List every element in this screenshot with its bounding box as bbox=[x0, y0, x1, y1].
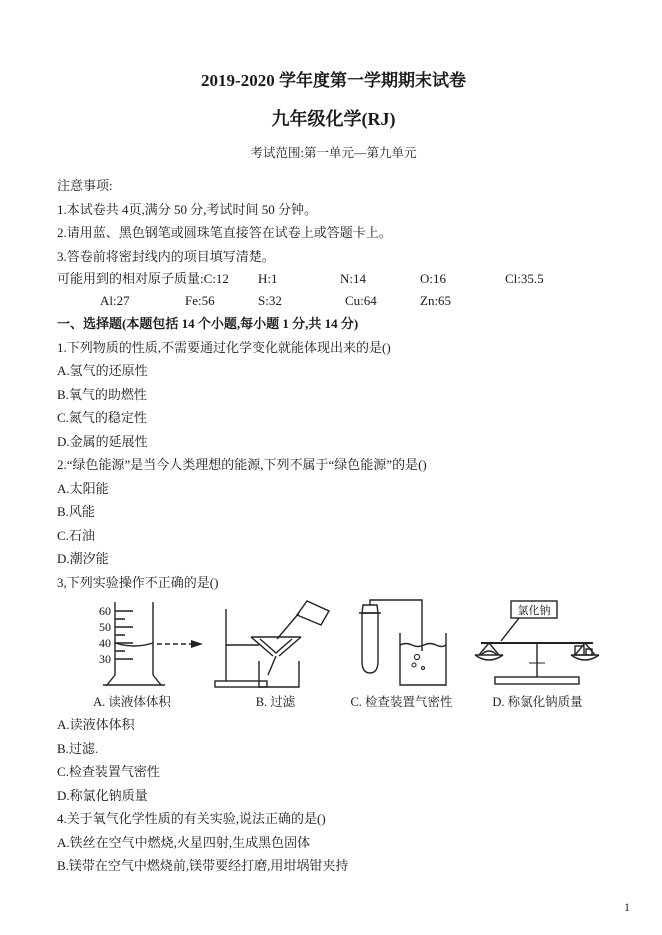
atomic-mass-cell: S:32 bbox=[258, 293, 282, 308]
option-item: A.太阳能 bbox=[57, 480, 109, 496]
atomic-mass-cell: Zn:65 bbox=[420, 293, 452, 308]
filtration-illustration bbox=[213, 599, 338, 691]
option-item: B.镁带在空气中燃烧前,镁带要经打磨,用坩埚钳夹持 bbox=[57, 858, 349, 873]
graduated-cylinder-illustration bbox=[57, 599, 207, 691]
question-4 bbox=[57, 807, 610, 878]
exam-scope: 考试范围:第一单元—第九单元 bbox=[250, 146, 417, 160]
atomic-mass-cell: Fe:56 bbox=[185, 293, 215, 308]
figure-c bbox=[344, 599, 459, 711]
notice-heading: 注意事项: bbox=[57, 178, 113, 193]
option-item: C.石油 bbox=[57, 527, 95, 543]
notice-block bbox=[57, 174, 610, 268]
gas-tightness-outline bbox=[359, 600, 446, 685]
atomic-mass-row-1 bbox=[57, 268, 610, 290]
page-number: 1 bbox=[624, 900, 630, 914]
cylinder-scale-mark: 40 bbox=[99, 636, 111, 650]
question-1 bbox=[57, 336, 610, 454]
figure-caption-b: B. 过滤 bbox=[255, 695, 296, 709]
notice-item-3: 3.答卷前将密封线内的项目填写清楚。 bbox=[57, 248, 275, 264]
question-2 bbox=[57, 453, 610, 571]
question-stem: 1.下列物质的性质,不需要通过化学变化就能体现出来的是() bbox=[57, 339, 391, 355]
option-item: A.读液体体积 bbox=[57, 717, 135, 732]
balance-illustration bbox=[465, 599, 610, 691]
option-item: C.检查装置气密性 bbox=[57, 764, 160, 779]
cylinder-scale-mark: 50 bbox=[99, 620, 111, 634]
bubbles bbox=[412, 654, 425, 669]
filtration-outline bbox=[215, 601, 329, 687]
exam-subject: 九年级化学(RJ) bbox=[271, 109, 396, 129]
option-item: B.氧气的助燃性 bbox=[57, 386, 147, 402]
option-item: B.风能 bbox=[57, 504, 95, 519]
figure-b bbox=[213, 599, 338, 711]
question-stem: 3,下列实验操作不正确的是() bbox=[57, 574, 219, 590]
figure-d bbox=[465, 599, 610, 711]
option-item: D.金属的延展性 bbox=[57, 433, 148, 449]
atomic-mass-cell: H:1 bbox=[258, 271, 278, 286]
notice-item-2: 2.请用蓝、黑色钢笔或圆珠笔直接答在试卷上或答题卡上。 bbox=[57, 225, 392, 240]
question-3 bbox=[57, 571, 610, 808]
question-stem: 4.关于氧气化学性质的有关实验,说法正确的是() bbox=[57, 811, 326, 826]
figure-caption-a: A. 读液体体积 bbox=[93, 695, 171, 709]
figure-caption-d: D. 称氯化钠质量 bbox=[492, 695, 583, 709]
option-item: B.过滤. bbox=[57, 740, 99, 756]
option-item: D.称氯化钠质量 bbox=[57, 787, 148, 803]
atomic-mass-cell: N:14 bbox=[340, 271, 366, 286]
exam-title: 2019-2020 学年度第一学期期末试卷 bbox=[201, 71, 466, 90]
question-stem: 2.“绿色能源”是当今人类理想的能源,下列不属于“绿色能源”的是() bbox=[57, 457, 427, 472]
cylinder-scale-mark: 30 bbox=[99, 652, 111, 666]
atomic-mass-cell: 可能用到的相对原子质量:C:12 bbox=[57, 271, 229, 286]
section-heading: 一、选择题(本题包括 14 个小题,每小题 1 分,共 14 分) bbox=[57, 316, 359, 331]
atomic-mass-cell: Cu:64 bbox=[345, 293, 377, 308]
atomic-mass-cell: Al:27 bbox=[100, 293, 130, 308]
option-item: A.氢气的还原性 bbox=[57, 363, 148, 378]
atomic-mass-cell: O:16 bbox=[420, 271, 446, 286]
figure-caption-c: C. 检查装置气密性 bbox=[350, 695, 453, 709]
sight-line-arrow-icon bbox=[191, 640, 203, 648]
notice-item-1: 1.本试卷共 4页,满分 50 分,考试时间 50 分钟。 bbox=[57, 201, 318, 217]
salt-label: 氯化钠 bbox=[517, 605, 551, 617]
cylinder-scale-mark: 60 bbox=[99, 604, 111, 618]
atomic-mass-row-2 bbox=[57, 290, 610, 312]
option-item: C.氮气的稳定性 bbox=[57, 410, 147, 425]
cylinder-outline bbox=[103, 602, 191, 685]
option-item: A.铁丝在空气中燃烧,火星四射,生成黑色固体 bbox=[57, 834, 311, 850]
question3-figure-strip bbox=[57, 599, 610, 711]
atomic-mass-cell: Cl:35.5 bbox=[505, 271, 544, 286]
option-item: D.潮汐能 bbox=[57, 551, 109, 566]
figure-a bbox=[57, 599, 207, 711]
gas-tightness-illustration bbox=[344, 599, 459, 691]
